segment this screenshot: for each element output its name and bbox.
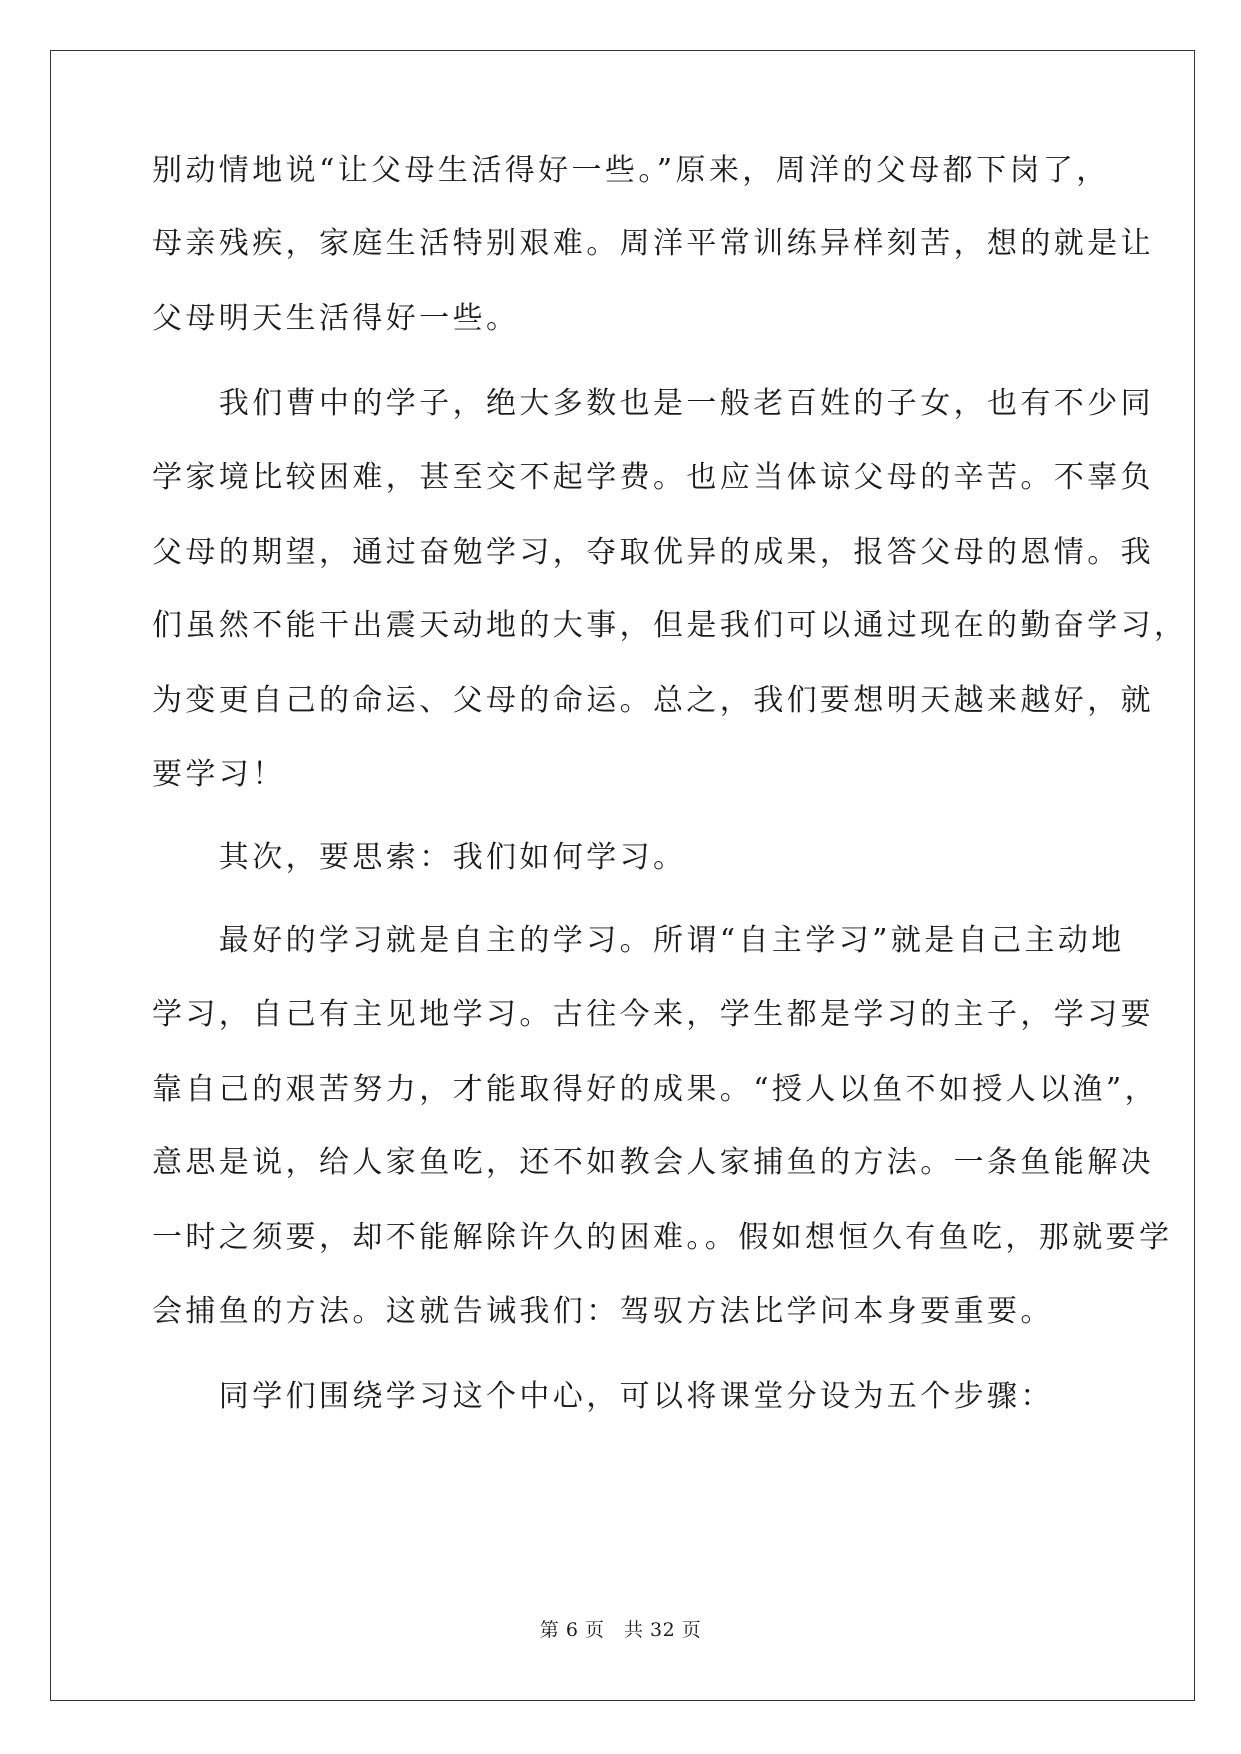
text-line: 意思是说，给人家鱼吃，还不如教会人家捕鱼的方法。一条鱼能解决 (152, 1145, 1154, 1180)
text-line: 别动情地说“让父母生活得好一些。”原来，周洋的父母都下岗了， (152, 153, 1110, 188)
text-line: 其次，要思索：我们如何学习。 (152, 840, 687, 875)
text-line: 父母明天生活得好一些。 (152, 301, 520, 336)
text-line: 靠自己的艰苦努力，才能取得好的成果。“授人以鱼不如授人以渔”， (152, 1072, 1159, 1107)
text-line: 父母的期望，通过奋勉学习，夺取优异的成果，报答父母的恩情。我 (152, 535, 1154, 570)
text-line: 学家境比较困难，甚至交不起学费。也应当体谅父母的辛苦。不辜负 (152, 460, 1154, 495)
text-line: 同学们围绕学习这个中心，可以将课堂分设为五个步骤： (152, 1379, 1054, 1414)
page-number: 第 6 页 共 32 页 (539, 1619, 702, 1641)
text-line: 最好的学习就是自主的学习。所谓“自主学习”就是自己主动地 (152, 923, 1125, 958)
text-line: 母亲残疾，家庭生活特别艰难。周洋平常训练异样刻苦，想的就是让 (152, 226, 1154, 261)
text-line: 我们曹中的学子，绝大多数也是一般老百姓的子女，也有不少同 (152, 386, 1154, 421)
text-line: 会捕鱼的方法。这就告诫我们：驾驭方法比学问本身要重要。 (152, 1294, 1054, 1329)
text-line: 们虽然不能干出震天动地的大事，但是我们可以通过现在的勤奋学习， (152, 608, 1188, 643)
text-line: 学习，自己有主见地学习。古往今来，学生都是学习的主子，学习要 (152, 997, 1154, 1032)
text-line: 一时之须要，却不能解除许久的困难。。假如想恒久有鱼吃，那就要学 (152, 1220, 1173, 1255)
text-line: 为变更自己的命运、父母的命运。总之，我们要想明天越来越好，就 (152, 683, 1154, 718)
text-line: 要学习！ (152, 757, 286, 792)
